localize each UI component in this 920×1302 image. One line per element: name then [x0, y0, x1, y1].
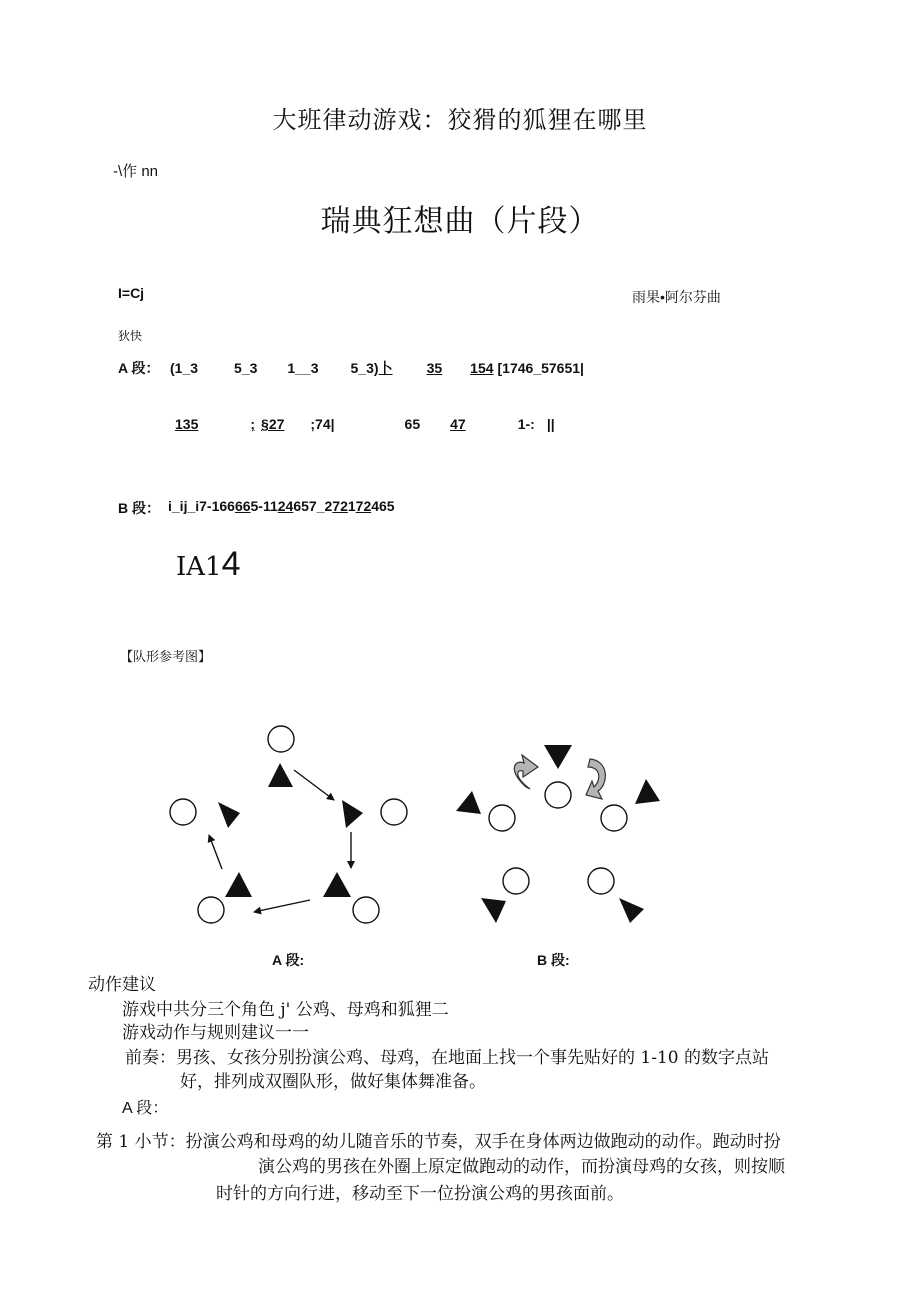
ia14-digit: 4 — [221, 545, 241, 583]
notation-group: 卜 — [378, 360, 393, 376]
rotate-clockwise-icon — [586, 759, 605, 799]
caption-segment-a: A 段: — [272, 952, 305, 968]
roles-text: 游戏中共分三个角色 j' 公鸡、母鸡和狐狸二 — [122, 1000, 449, 1020]
notation-group: 47 — [450, 416, 466, 432]
song-title: 瑞典狂想曲（片段） — [320, 204, 600, 239]
hen-triangle — [268, 763, 293, 787]
rooster-circle — [545, 782, 571, 808]
segment-a-heading: A 段： — [122, 1100, 169, 1117]
segment-a-formation — [170, 726, 407, 923]
formation-diagram-title: 【队形参考图】 — [120, 649, 212, 664]
movement-arrow — [209, 835, 222, 869]
tempo-marking: 狄快 — [118, 329, 143, 343]
notation-group: 24 — [277, 498, 294, 514]
notation-group: 72 — [332, 498, 348, 514]
notation-group: (1_3 — [170, 360, 199, 376]
hen-triangle — [619, 898, 644, 923]
rooster-circle — [268, 726, 294, 752]
hen-triangle — [635, 779, 660, 804]
bar-1-text-line-1: 第 1 小节：扮演公鸡和母鸡的幼儿随音乐的节奏，双手在身体两边做跑动的动作。跑动时扮 — [96, 1132, 781, 1152]
hen-triangle — [481, 898, 506, 923]
notation-group: ;74| — [310, 416, 335, 432]
action-suggestion-heading: 动作建议 — [88, 975, 156, 995]
hen-triangle — [218, 802, 240, 828]
ia14-text: IA1 — [176, 552, 222, 582]
rules-text: 游戏动作与规则建议一一 — [122, 1023, 309, 1043]
hen-triangle — [544, 745, 572, 769]
notation-group: 5_3 — [234, 360, 258, 376]
notation-group: 1__3 — [287, 360, 319, 376]
notation-group: 1 — [347, 498, 356, 514]
notation-group: [1746_57651| — [497, 360, 584, 376]
notation-group: 657_2 — [293, 498, 333, 514]
prelude-text-line-2: 好，排列成双圈队形，做好集体舞准备。 — [180, 1072, 486, 1092]
notation-group: ; — [250, 416, 256, 432]
ia14-mark — [176, 545, 241, 584]
segment-a-notation-line-2 — [175, 416, 555, 432]
rooster-circle — [503, 868, 529, 894]
rooster-circle — [381, 799, 407, 825]
rooster-circle — [601, 805, 627, 831]
notation-group: 5-11 — [250, 498, 278, 514]
key-signature: I=Cj — [118, 285, 145, 301]
rooster-circle — [170, 799, 196, 825]
rooster-circle — [353, 897, 379, 923]
notation-group: || — [546, 416, 555, 432]
notation-group: 1-: — [517, 416, 535, 432]
segment-a-notation-line-1 — [170, 358, 584, 378]
prelude-text-line-1: 前奏：男孩、女孩分别扮演公鸡、母鸡，在地面上找一个事先贴好的 1-10 的数字点站 — [125, 1048, 769, 1068]
notation-group: 5_3) — [350, 360, 379, 376]
rotate-counterclockwise-icon — [514, 755, 538, 789]
notation-group: §27 — [261, 416, 285, 432]
formation-diagram — [150, 715, 690, 975]
hen-triangle — [225, 872, 252, 897]
notation-group: 35 — [426, 360, 443, 376]
movement-arrow — [254, 900, 310, 912]
notation-group: 72 — [355, 498, 372, 514]
document-title: 大班律动游戏：狡猾的狐狸在哪里 — [272, 106, 648, 134]
segment-b-notation-line — [168, 498, 395, 514]
notation-group: i_ij_i7-166 — [168, 498, 235, 514]
segment-a-label: A 段： — [118, 360, 160, 376]
segment-b-formation — [456, 745, 660, 923]
hen-triangle — [456, 791, 481, 814]
bar-1-text-line-3: 时针的方向行进，移动至下一位扮演公鸡的男孩面前。 — [216, 1184, 624, 1204]
notation-group: 65 — [404, 416, 421, 432]
notation-group: 135 — [175, 416, 199, 432]
rooster-circle — [489, 805, 515, 831]
subtitle-line: -\作 nn — [113, 163, 159, 180]
rooster-circle — [588, 868, 614, 894]
caption-segment-b: B 段: — [537, 952, 570, 968]
notation-group: 154 — [470, 360, 494, 376]
bar-1-text-line-2: 演公鸡的男孩在外圈上原定做跑动的动作，而扮演母鸡的女孩，则按顺 — [258, 1157, 785, 1177]
hen-triangle — [323, 872, 351, 897]
hen-triangle — [342, 800, 363, 828]
notation-group: 465 — [371, 498, 395, 514]
segment-b-label: B 段： — [118, 500, 160, 516]
movement-arrow — [294, 770, 334, 800]
rooster-circle — [198, 897, 224, 923]
notation-group: 66 — [234, 498, 251, 514]
composer: 雨果•阿尔芬曲 — [632, 289, 721, 305]
